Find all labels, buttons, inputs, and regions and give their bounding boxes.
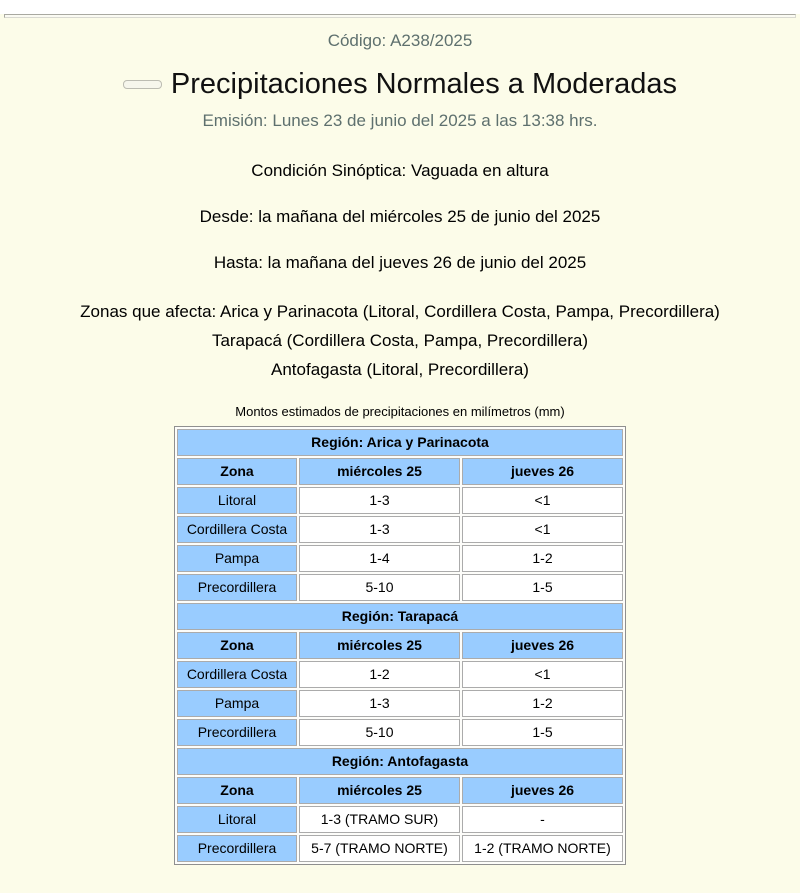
table-row — [177, 487, 623, 514]
value-cell: 5-7 (TRAMO NORTE) — [299, 835, 460, 862]
column-header-row — [177, 777, 623, 804]
table-row — [177, 545, 623, 572]
column-header: Zona — [177, 458, 297, 485]
value-cell: 1-5 — [462, 574, 623, 601]
affected-zones-line-1: Zonas que afecta: Arica y Parinacota (Litoral, Cordillera Costa, Pampa, Precordillera) — [80, 302, 720, 322]
value-cell: <1 — [462, 661, 623, 688]
region-header: Región: Arica y Parinacota — [177, 429, 623, 456]
zone-cell: Litoral — [177, 806, 297, 833]
column-header: jueves 26 — [462, 458, 623, 485]
column-header: Zona — [177, 777, 297, 804]
value-cell: 1-5 — [462, 719, 623, 746]
column-header: jueves 26 — [462, 777, 623, 804]
until-text: Hasta: la mañana del jueves 26 de junio del 2025 — [213, 253, 587, 273]
value-cell: 1-3 — [299, 690, 460, 717]
zone-cell: Pampa — [177, 690, 297, 717]
column-header: Zona — [177, 632, 297, 659]
table-row — [177, 690, 623, 717]
region-header-row — [177, 748, 623, 775]
zone-cell: Litoral — [177, 487, 297, 514]
from-text: Desde: la mañana del miércoles 25 de junio del 2025 — [199, 207, 601, 227]
zone-cell: Precordillera — [177, 719, 297, 746]
zone-cell: Precordillera — [177, 835, 297, 862]
zone-cell: Cordillera Costa — [177, 516, 297, 543]
bulletin-page — [0, 14, 800, 893]
value-cell: 1-2 — [299, 661, 460, 688]
column-header: miércoles 25 — [299, 777, 460, 804]
value-cell: <1 — [462, 516, 623, 543]
value-cell: <1 — [462, 487, 623, 514]
synoptic-condition-text: Condición Sinóptica: Vaguada en altura — [251, 161, 549, 181]
zone-cell: Cordillera Costa — [177, 661, 297, 688]
zone-cell: Pampa — [177, 545, 297, 572]
value-cell: 5-10 — [299, 719, 460, 746]
table-row — [177, 835, 623, 862]
codigo-text: Código: A238/2025 — [327, 31, 473, 50]
value-cell: 1-3 (TRAMO SUR) — [299, 806, 460, 833]
emission-text: Emisión: Lunes 23 de junio del 2025 a las 13:38 hrs. — [202, 111, 598, 131]
page-title: Precipitaciones Normales a Moderadas — [170, 68, 678, 100]
table-caption: Montos estimados de precipitaciones en milímetros (mm) — [235, 404, 565, 420]
title-dash-icon — [123, 80, 162, 89]
affected-zones-line-3: Antofagasta (Litoral, Precordillera) — [271, 360, 529, 380]
affected-zones-line-2: Tarapacá (Cordillera Costa, Pampa, Precordillera) — [211, 331, 589, 351]
zone-cell: Precordillera — [177, 574, 297, 601]
column-header-row — [177, 632, 623, 659]
value-cell: - — [462, 806, 623, 833]
column-header-row — [177, 458, 623, 485]
value-cell: 1-2 (TRAMO NORTE) — [462, 835, 623, 862]
region-header-row — [177, 603, 623, 630]
column-header: jueves 26 — [462, 632, 623, 659]
value-cell: 1-2 — [462, 545, 623, 572]
top-divider — [4, 14, 796, 18]
table-row — [177, 516, 623, 543]
value-cell: 5-10 — [299, 574, 460, 601]
title-row — [0, 68, 800, 101]
precipitation-table-body — [177, 429, 623, 862]
table-row — [177, 661, 623, 688]
value-cell: 1-2 — [462, 690, 623, 717]
value-cell: 1-3 — [299, 487, 460, 514]
column-header: miércoles 25 — [299, 632, 460, 659]
region-header: Región: Antofagasta — [177, 748, 623, 775]
affected-zones-block — [0, 297, 800, 384]
table-row — [177, 574, 623, 601]
precipitation-table — [174, 426, 626, 865]
table-row — [177, 719, 623, 746]
region-header-row — [177, 429, 623, 456]
table-row — [177, 806, 623, 833]
region-header: Región: Tarapacá — [177, 603, 623, 630]
value-cell: 1-4 — [299, 545, 460, 572]
column-header: miércoles 25 — [299, 458, 460, 485]
value-cell: 1-3 — [299, 516, 460, 543]
